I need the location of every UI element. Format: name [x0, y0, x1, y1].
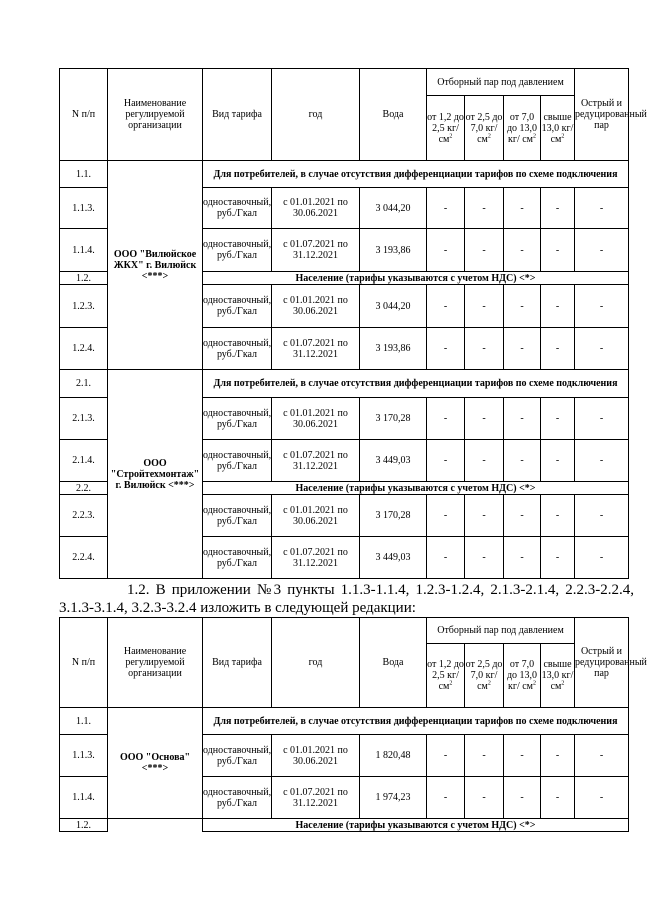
water-value: 3 170,28: [360, 398, 427, 440]
dash-cell: -: [465, 735, 504, 777]
tariff-period: с 01.07.2021 по 31.12.2021: [272, 440, 360, 482]
dash-cell: -: [575, 328, 629, 370]
section-consumers: Для потребителей, в случае отсутствия дифференциации тарифов по схеме подключения: [203, 708, 629, 735]
dash-cell: -: [541, 735, 575, 777]
section-consumers: Для потребителей, в случае отсутствия дифференциации тарифов по схеме подключения: [203, 161, 629, 188]
row-number: 1.1.3.: [60, 188, 108, 229]
row-number: 1.1.4.: [60, 777, 108, 819]
dash-cell: -: [575, 537, 629, 579]
dash-cell: -: [427, 285, 465, 328]
dash-cell: -: [541, 229, 575, 272]
water-value: 3 044,20: [360, 285, 427, 328]
dash-cell: -: [575, 188, 629, 229]
section-population: Население (тарифы указываются с учетом НДС) <*>: [203, 482, 629, 495]
header-water: Вода: [360, 618, 427, 708]
tariff-type: одноставочный, руб./Гкал: [203, 229, 272, 272]
dash-cell: -: [465, 229, 504, 272]
header-pressure-3: от 7,0 до 13,0 кг/ $см^2$: [504, 644, 541, 708]
tariff-type: одноставочный, руб./Гкал: [203, 285, 272, 328]
dash-cell: -: [541, 285, 575, 328]
dash-cell: -: [504, 495, 541, 537]
header-sharp-steam: Острый и редуцированный пар: [575, 618, 629, 708]
tariff-type: одноставочный, руб./Гкал: [203, 735, 272, 777]
row-number: 2.2.4.: [60, 537, 108, 579]
header-num: N п/п: [60, 618, 108, 708]
row-number: 2.2.3.: [60, 495, 108, 537]
dash-cell: -: [541, 440, 575, 482]
row-number: 1.2.: [60, 272, 108, 285]
tariff-period: с 01.01.2021 по 30.06.2021: [272, 188, 360, 229]
header-num: N п/п: [60, 69, 108, 161]
tariff-table-2: [59, 617, 647, 832]
dash-cell: -: [427, 188, 465, 229]
water-value: 3 193,86: [360, 229, 427, 272]
dash-cell: -: [575, 285, 629, 328]
water-value: 3 449,03: [360, 537, 427, 579]
dash-cell: -: [575, 735, 629, 777]
water-value: 3 449,03: [360, 440, 427, 482]
tariff-type: одноставочный, руб./Гкал: [203, 537, 272, 579]
row-number: 1.1.3.: [60, 735, 108, 777]
tariff-period: с 01.01.2021 по 30.06.2021: [272, 285, 360, 328]
header-pressure-2: от 2,5 до 7,0 кг/ $см^2$: [465, 96, 504, 161]
tariff-type: одноставочный, руб./Гкал: [203, 398, 272, 440]
section-population: Население (тарифы указываются с учетом НДС) <*>: [203, 819, 629, 832]
org-name: ООО "Стройтехмонтаж" г. Вилюйск <***>: [108, 370, 203, 579]
dash-cell: -: [575, 495, 629, 537]
dash-cell: -: [465, 285, 504, 328]
dash-cell: -: [575, 777, 629, 819]
dash-cell: -: [575, 229, 629, 272]
dash-cell: -: [465, 188, 504, 229]
section-population: Население (тарифы указываются с учетом НДС) <*>: [203, 272, 629, 285]
header-steam-group: Отборный пар под давлением: [427, 69, 575, 96]
tariff-period: с 01.01.2021 по 30.06.2021: [272, 398, 360, 440]
tariff-type: одноставочный, руб./Гкал: [203, 777, 272, 819]
header-org: Наименование регулируемой организации: [108, 618, 203, 708]
header-sharp-steam: Острый и редуцированный пар: [575, 69, 629, 161]
dash-cell: -: [541, 328, 575, 370]
dash-cell: -: [427, 398, 465, 440]
dash-cell: -: [465, 537, 504, 579]
row-number: 1.1.: [60, 161, 108, 188]
tariff-period: с 01.07.2021 по 31.12.2021: [272, 537, 360, 579]
dash-cell: -: [504, 398, 541, 440]
dash-cell: -: [504, 188, 541, 229]
dash-cell: -: [504, 440, 541, 482]
header-org: Наименование регулируемой организации: [108, 69, 203, 161]
dash-cell: -: [427, 440, 465, 482]
amendment-paragraph: 1.2. В приложении №3 пункты 1.1.3-1.1.4, 1.2.3-1.2.4, 2.1.3-2.1.4, 2.2.3-2.2.4, 3.1.3-3.1.4, 3.2.3-3.2.4 изложить в следующей редакции:: [59, 582, 634, 616]
dash-cell: -: [504, 537, 541, 579]
tariff-period: с 01.07.2021 по 31.12.2021: [272, 777, 360, 819]
section-consumers: Для потребителей, в случае отсутствия дифференциации тарифов по схеме подключения: [203, 370, 629, 398]
header-water: Вода: [360, 69, 427, 161]
water-value: 1 974,23: [360, 777, 427, 819]
dash-cell: -: [427, 777, 465, 819]
dash-cell: -: [541, 495, 575, 537]
row-number: 1.2.: [60, 819, 108, 832]
dash-cell: -: [541, 537, 575, 579]
tariff-period: с 01.07.2021 по 31.12.2021: [272, 229, 360, 272]
dash-cell: -: [541, 398, 575, 440]
dash-cell: -: [504, 735, 541, 777]
dash-cell: -: [541, 188, 575, 229]
dash-cell: -: [575, 440, 629, 482]
header-year: год: [272, 618, 360, 708]
tariff-type: одноставочный, руб./Гкал: [203, 495, 272, 537]
dash-cell: -: [504, 285, 541, 328]
dash-cell: -: [427, 735, 465, 777]
header-steam-group: Отборный пар под давлением: [427, 618, 575, 644]
dash-cell: -: [504, 777, 541, 819]
dash-cell: -: [427, 537, 465, 579]
header-type: Вид тарифа: [203, 69, 272, 161]
dash-cell: -: [465, 440, 504, 482]
tariff-type: одноставочный, руб./Гкал: [203, 440, 272, 482]
header-year: год: [272, 69, 360, 161]
dash-cell: -: [465, 398, 504, 440]
dash-cell: -: [504, 328, 541, 370]
row-number: 1.2.3.: [60, 285, 108, 328]
dash-cell: -: [427, 229, 465, 272]
dash-cell: -: [541, 777, 575, 819]
water-value: 3 193,86: [360, 328, 427, 370]
header-pressure-2: от 2,5 до 7,0 кг/ $см^2$: [465, 644, 504, 708]
header-type: Вид тарифа: [203, 618, 272, 708]
org-name: ООО "Вилюйское ЖКХ" г. Вилюйск <***>: [108, 161, 203, 370]
row-number: 2.1.: [60, 370, 108, 398]
row-number: 2.2.: [60, 482, 108, 495]
dash-cell: -: [504, 229, 541, 272]
row-number: 1.2.4.: [60, 328, 108, 370]
header-pressure-3: от 7,0 до 13,0 кг/ $см^2$: [504, 96, 541, 161]
header-pressure-4: свыше 13,0 кг/ $см^2$: [541, 96, 575, 161]
tariff-period: с 01.01.2021 по 30.06.2021: [272, 735, 360, 777]
row-number: 1.1.4.: [60, 229, 108, 272]
header-pressure-1: от 1,2 до 2,5 кг/ $см^2$: [427, 96, 465, 161]
dash-cell: -: [427, 495, 465, 537]
row-number: 2.1.4.: [60, 440, 108, 482]
tariff-period: с 01.07.2021 по 31.12.2021: [272, 328, 360, 370]
row-number: 1.1.: [60, 708, 108, 735]
tariff-table-1: [59, 68, 647, 579]
water-value: 1 820,48: [360, 735, 427, 777]
header-pressure-4: свыше 13,0 кг/ $см^2$: [541, 644, 575, 708]
org-name: ООО "Основа" <***>: [108, 708, 203, 819]
dash-cell: -: [465, 495, 504, 537]
tariff-type: одноставочный, руб./Гкал: [203, 188, 272, 229]
dash-cell: -: [575, 398, 629, 440]
water-value: 3 170,28: [360, 495, 427, 537]
tariff-period: с 01.01.2021 по 30.06.2021: [272, 495, 360, 537]
water-value: 3 044,20: [360, 188, 427, 229]
header-pressure-1: от 1,2 до 2,5 кг/ $см^2$: [427, 644, 465, 708]
dash-cell: -: [465, 777, 504, 819]
dash-cell: -: [427, 328, 465, 370]
row-number: 2.1.3.: [60, 398, 108, 440]
dash-cell: -: [465, 328, 504, 370]
tariff-type: одноставочный, руб./Гкал: [203, 328, 272, 370]
